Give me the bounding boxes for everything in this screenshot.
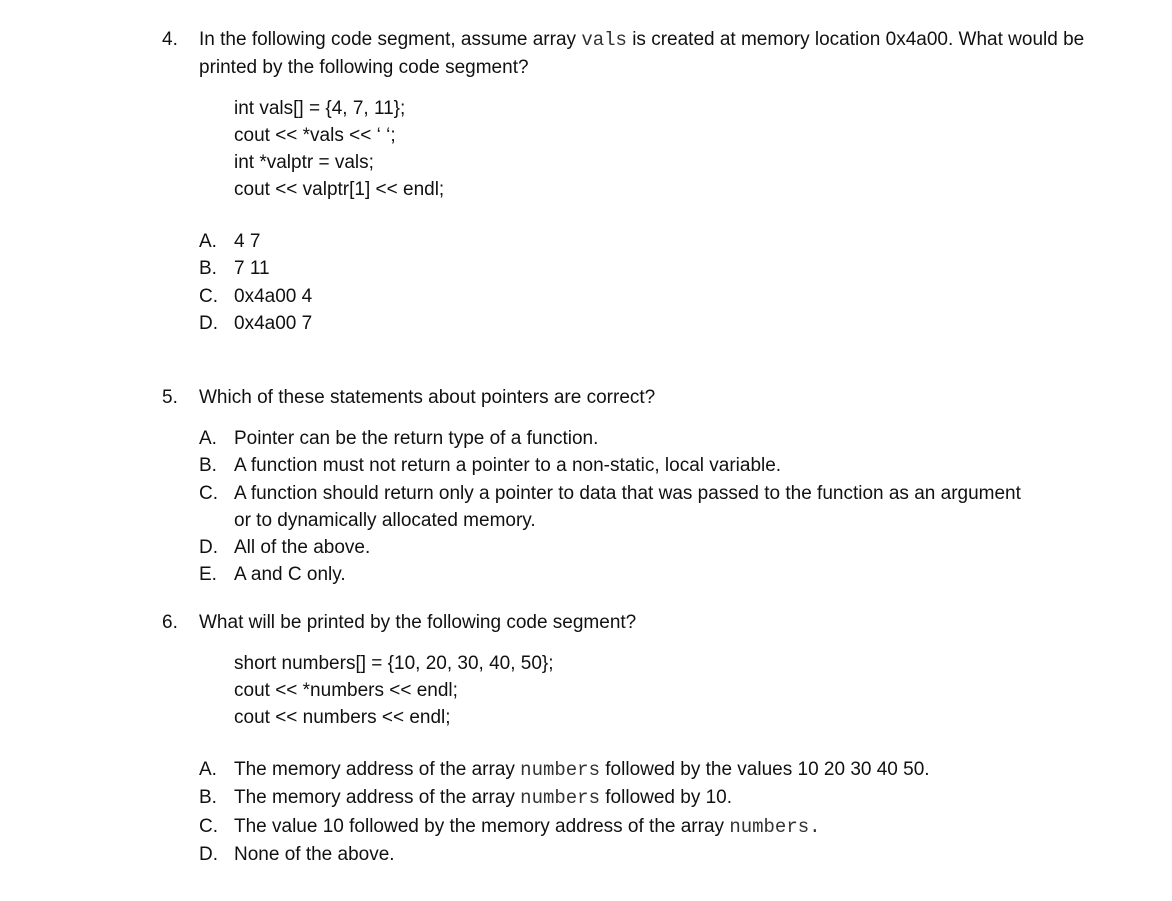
- code-line: int *valptr = vals;: [234, 152, 374, 173]
- answer-option: [199, 480, 1122, 535]
- option-text-part: The memory address of the array: [234, 759, 521, 780]
- option-letter: E.: [199, 564, 217, 586]
- question-text-part: is created at memory location 0x4a00. What would be printed by the following code segment?: [199, 29, 1085, 78]
- option-letter: C.: [199, 482, 218, 504]
- code-inline: numbers: [520, 787, 600, 810]
- option-letter: A.: [199, 428, 217, 449]
- option-text: A function should return only a pointer to data that was passed to the function as an argument or to dynamically allocated memory.: [234, 482, 1021, 531]
- question-5-prompt: [162, 384, 1122, 412]
- question-text: What will be printed by the following code segment?: [199, 612, 637, 633]
- answer-option: [199, 452, 1122, 479]
- question-6-prompt: [162, 609, 1122, 637]
- option-text: [234, 813, 1122, 841]
- answer-option: [199, 310, 1122, 337]
- option-letter: D.: [199, 312, 218, 334]
- question-6: [162, 609, 1122, 868]
- answer-option: [199, 784, 1122, 812]
- question-text-part: In the following code segment, assume array: [199, 29, 582, 50]
- option-letter: D.: [199, 843, 218, 865]
- code-block: [234, 650, 1122, 731]
- code-inline: vals: [581, 29, 627, 51]
- answer-options: [199, 425, 1122, 589]
- option-text-part: The value 10 followed by the memory address of the array: [234, 815, 730, 837]
- question-5: [162, 384, 1122, 589]
- option-letter: D.: [199, 537, 218, 559]
- option-letter: C.: [199, 815, 218, 837]
- question-number: 5.: [162, 387, 178, 408]
- answer-options: [199, 756, 1122, 868]
- answer-option: [199, 228, 1122, 255]
- code-line: cout << *vals << ‘ ‘;: [234, 125, 396, 146]
- answer-option: [199, 841, 1122, 868]
- answer-option: [199, 813, 1122, 841]
- code-line: short numbers[] = {10, 20, 30, 40, 50};: [234, 653, 554, 674]
- option-text: Pointer can be the return type of a function.: [234, 428, 599, 449]
- option-text: [234, 784, 1122, 812]
- answer-option: [199, 425, 1122, 452]
- option-text: 4 7: [234, 231, 261, 252]
- answer-option: [199, 283, 1122, 310]
- code-line: int vals[] = {4, 7, 11};: [234, 98, 406, 119]
- code-block: [234, 95, 1122, 203]
- option-letter: B.: [199, 258, 217, 280]
- option-text: [234, 756, 1122, 784]
- option-text: None of the above.: [234, 843, 395, 865]
- code-inline: numbers: [729, 815, 810, 838]
- code-line: cout << *numbers << endl;: [234, 680, 458, 701]
- answer-option: [199, 534, 1122, 561]
- code-inline: numbers: [520, 759, 600, 781]
- answer-option: [199, 255, 1122, 282]
- option-letter: C.: [199, 285, 218, 307]
- option-text-part: followed by the values 10 20 30 40 50.: [600, 759, 930, 780]
- option-text: 7 11: [234, 258, 270, 280]
- option-text: A function must not return a pointer to a non-static, local variable.: [234, 455, 782, 477]
- question-text: Which of these statements about pointers are correct?: [199, 387, 656, 408]
- question-4-prompt: [162, 26, 1122, 82]
- answer-options: [199, 228, 1122, 337]
- question-4: [162, 26, 1122, 337]
- question-number: 6.: [162, 612, 178, 633]
- option-text: A and C only.: [234, 564, 346, 586]
- code-line: cout << numbers << endl;: [234, 707, 451, 728]
- option-letter: B.: [199, 455, 217, 477]
- option-text-part: .: [809, 815, 821, 838]
- question-text: [199, 26, 1122, 82]
- option-text: 0x4a00 7: [234, 312, 313, 334]
- option-letter: A.: [199, 759, 217, 780]
- option-letter: B.: [199, 787, 217, 809]
- option-text: All of the above.: [234, 537, 371, 559]
- answer-option: [199, 756, 1122, 784]
- option-text: 0x4a00 4: [234, 285, 313, 307]
- question-number: 4.: [162, 29, 178, 50]
- option-text-part: The memory address of the array: [234, 787, 521, 809]
- code-line: cout << valptr[1] << endl;: [234, 179, 445, 200]
- option-text-part: followed by 10.: [600, 787, 733, 809]
- answer-option: [199, 561, 1122, 588]
- option-letter: A.: [199, 231, 217, 252]
